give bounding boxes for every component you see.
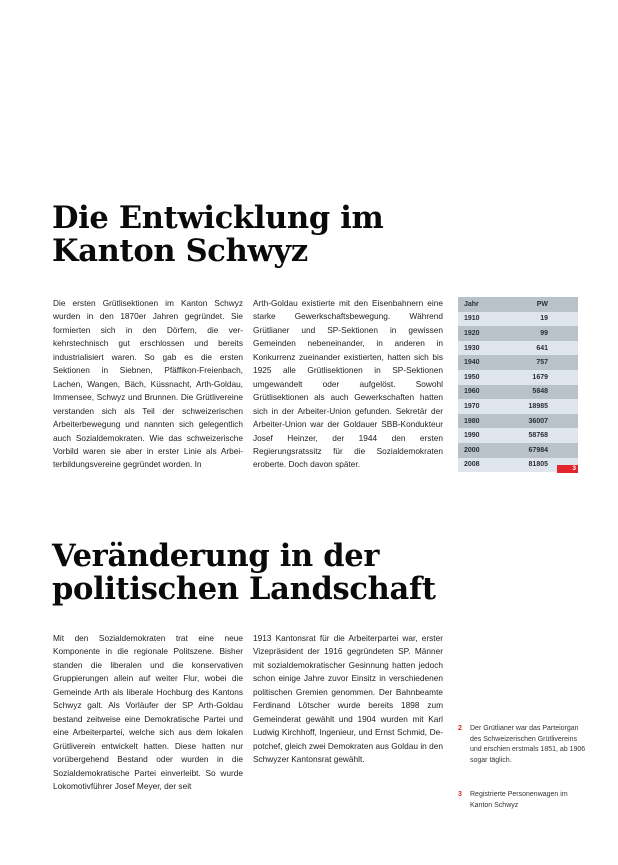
year-cell: 2000: [464, 446, 480, 454]
table-row: [458, 443, 578, 458]
column-header-pw: PW: [536, 300, 548, 308]
footnote: [458, 790, 588, 811]
year-cell: 2008: [464, 461, 480, 469]
year-cell: 1940: [464, 359, 480, 367]
pw-cell: 58768: [528, 432, 548, 440]
year-cell: 1910: [464, 315, 480, 323]
body-text-column: Mit den Sozialdemokraten trat eine neue Komponente in die regionale Politszene. Bisher standen die liberalen und die konservativen Gruppierungen allein auf weiter Flur, wobei die Gemeinde Arth als liberale Hochburg des Kantons Schwyz galt. Als Vorläufer der SP Arth-Goldau bestand zeitweise eine Demokratische Partei und eine Arbeiterpartei, welche sich aus dem lokalen Grütliverein entwickelt hatten. Diese hatten nur vorübergehend Bestand oder wurden in die Sozialdemokratische Partei einverleibt. So wurde Lokomotivführer Josef Meyer, der seit: [53, 633, 243, 791]
year-cell: 1970: [464, 402, 480, 410]
year-cell: 1950: [464, 373, 480, 381]
pw-cell: 757: [536, 359, 548, 367]
section-heading-entwicklung: Die Entwicklung im Kanton Schwyz: [52, 200, 384, 269]
table-row: [458, 428, 578, 443]
body-text-column: 1913 Kantonsrat für die Arbeiterpartei war, erster Vizepräsident der 1916 gegründeten SP. Männer mit sozialdemokratischer Gesinnung hatten jedoch schon einige Jahre zuvor Einsitz in verschiedenen politischen Gremien genommen. Der Bahnbeamte Ferdinand Lötscher wurde bereits 1898 zum Gemeinderat gewählt und 1904 wurden mit Karl Ludwig Kirchhoff, Ingenieur, und Ernst Schmid, Depotchef, gleich zwei Demokraten aus Goldau in den Schwyzer Kantonsrat gewählt.: [253, 633, 443, 765]
table-row: [458, 399, 578, 414]
footnote-text: Der Grütlianer war das Parteiorgan des Schweizerischen Grütlivereins und erschien erstmals 1851, ab 1906 sogar täglich.: [470, 725, 586, 764]
year-cell: 1960: [464, 388, 480, 396]
pw-cell: 641: [536, 344, 548, 352]
vehicle-statistics-table: [458, 297, 578, 472]
year-cell: 1920: [464, 329, 480, 337]
table-row: [458, 326, 578, 341]
pw-cell: 99: [540, 329, 548, 337]
table-row: [458, 370, 578, 385]
pw-cell: 36007: [528, 417, 548, 425]
section-heading-veraenderung: Veränderung in der politischen Landschaft: [52, 538, 436, 607]
table-row: [458, 312, 578, 327]
footnote-reference-badge: 3: [557, 465, 578, 473]
year-cell: 1930: [464, 344, 480, 352]
pw-cell: 19: [540, 315, 548, 323]
footnote-number: 3: [458, 791, 462, 798]
footnote: [458, 724, 588, 766]
table-row: [458, 355, 578, 370]
pw-cell: 5848: [532, 388, 548, 396]
table-header-row: [458, 297, 578, 312]
pw-cell: 81805: [528, 461, 548, 469]
table-row: [458, 385, 578, 400]
footnote-number: 2: [458, 725, 462, 732]
footnote-text: Registrierte Personenwagen im Kanton Schwyz: [470, 791, 568, 809]
pw-cell: 18985: [528, 402, 548, 410]
body-text-column: Die ersten Grütlisektionen im Kanton Schwyz wurden in den 1870er Jahren gegründet. Sie formierten sich in den Dörfern, die verkehrstechnisch gut erschlossen und bereits industrialisiert waren. So gab es die ersten Sektionen in Siebnen, Pfäffikon-Freienbach, Lachen, Wangen, Bäch, Küssnacht, Arth-Goldau, Immensee, Schwyz und Brunnen. Die Grütlivereine verstanden sich als Teil der schweizerischen Arbeiterbewegung und nannten sich gelegentlich auch Sozialdemokraten. Wie das schweizerische Vorbild waren sie aber in erster Linie als Arbeiterbildungsvereine gegründet worden. In: [53, 298, 243, 470]
table-row: [458, 414, 578, 429]
pw-cell: 1679: [532, 373, 548, 381]
table-row: [458, 341, 578, 356]
pw-cell: 67984: [528, 446, 548, 454]
body-text-column: Arth-Goldau existierte mit den Eisenbahnern eine starke Gewerkschaftsbewegung. Während Grütlianer und SP-Sektionen in gewissen Gemeinden nebeneinander, in anderen in Konkurrenz zueinander existierten, hatten sich bis 1925 alle Grütlisektionen in SP-Sektionen umgewandelt oder aufgelöst. Sowohl Grütlisektionen als auch Gewerkschaften hatten sich in der Arbeiter-Union gefunden. Sekretär der Arbeiter-Union war der Goldauer SBB-Kondukteur Josef Heinzer, der 1944 den ersten Regierungsratssitz für die Sozialdemokraten eroberte. Doch davon später.: [253, 298, 443, 470]
year-cell: 1980: [464, 417, 480, 425]
year-cell: 1990: [464, 432, 480, 440]
column-header-jahr: Jahr: [464, 300, 479, 308]
